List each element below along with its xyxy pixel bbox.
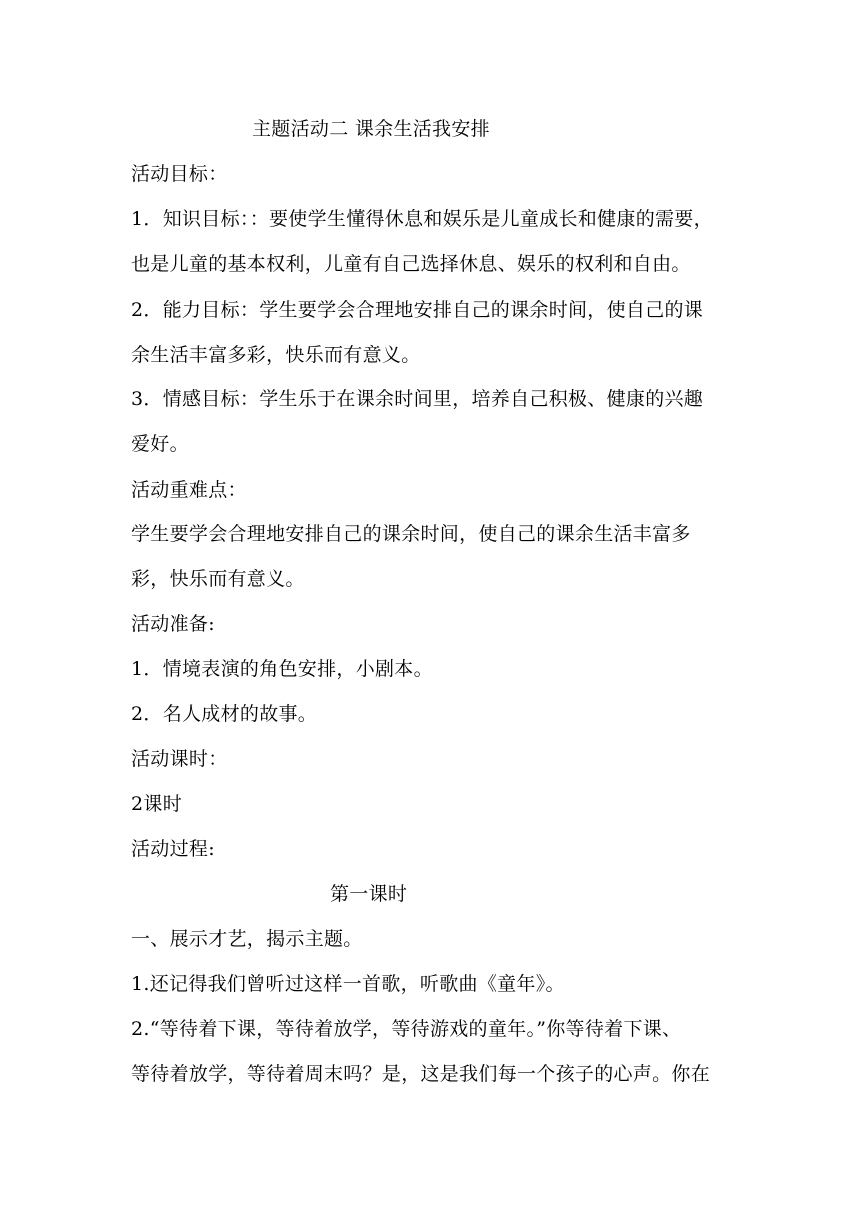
section-title-first-lesson: 第一课时 <box>330 883 408 905</box>
paragraph-line: 3．情感目标：学生乐于在课余时间里，培养自己积极、健康的兴趣 <box>131 388 704 410</box>
list-item: 1．情境表演的角色安排，小剧本。 <box>131 658 433 680</box>
paragraph-line: 余生活丰富多彩，快乐而有意义。 <box>131 344 421 366</box>
section-heading: 一、展示才艺，揭示主题。 <box>131 928 363 950</box>
paragraph-line: 学生要学会合理地安排自己的课余时间，使自己的课余生活丰富多 <box>131 523 691 545</box>
paragraph-line: 彩，快乐而有意义。 <box>131 568 305 590</box>
heading-process: 活动过程: <box>131 838 215 860</box>
list-item: 1.还记得我们曾听过这样一首歌，听歌曲《童年》。 <box>131 973 565 995</box>
paragraph-line: 1．知识目标：：要使学生懂得休息和娱乐是儿童成长和健康的需要， <box>131 208 713 230</box>
heading-activity-goals: 活动目标： <box>131 163 228 185</box>
heading-key-difficulties: 活动重难点： <box>131 479 247 501</box>
heading-class-hours: 活动课时： <box>131 748 228 770</box>
document-title: 主题活动二 课余生活我安排 <box>252 118 490 140</box>
paragraph-line: 也是儿童的基本权利，儿童有自己选择休息、娱乐的权利和自由。 <box>131 253 691 275</box>
heading-preparation: 活动准备: <box>131 613 215 635</box>
paragraph-line: 等待着放学，等待着周末吗？是，这是我们每一个孩子的心声。你在 <box>131 1063 711 1085</box>
paragraph-line: 2.“等待着下课，等待着放学，等待游戏的童年。”你等待着下课、 <box>131 1018 682 1040</box>
paragraph-line: 2课时 <box>131 793 182 815</box>
list-item: 2．名人成材的故事。 <box>131 703 318 725</box>
paragraph-line: 2．能力目标：学生要学会合理地安排自己的课余时间，使自己的课 <box>131 299 704 321</box>
paragraph-line: 爱好。 <box>131 433 189 455</box>
